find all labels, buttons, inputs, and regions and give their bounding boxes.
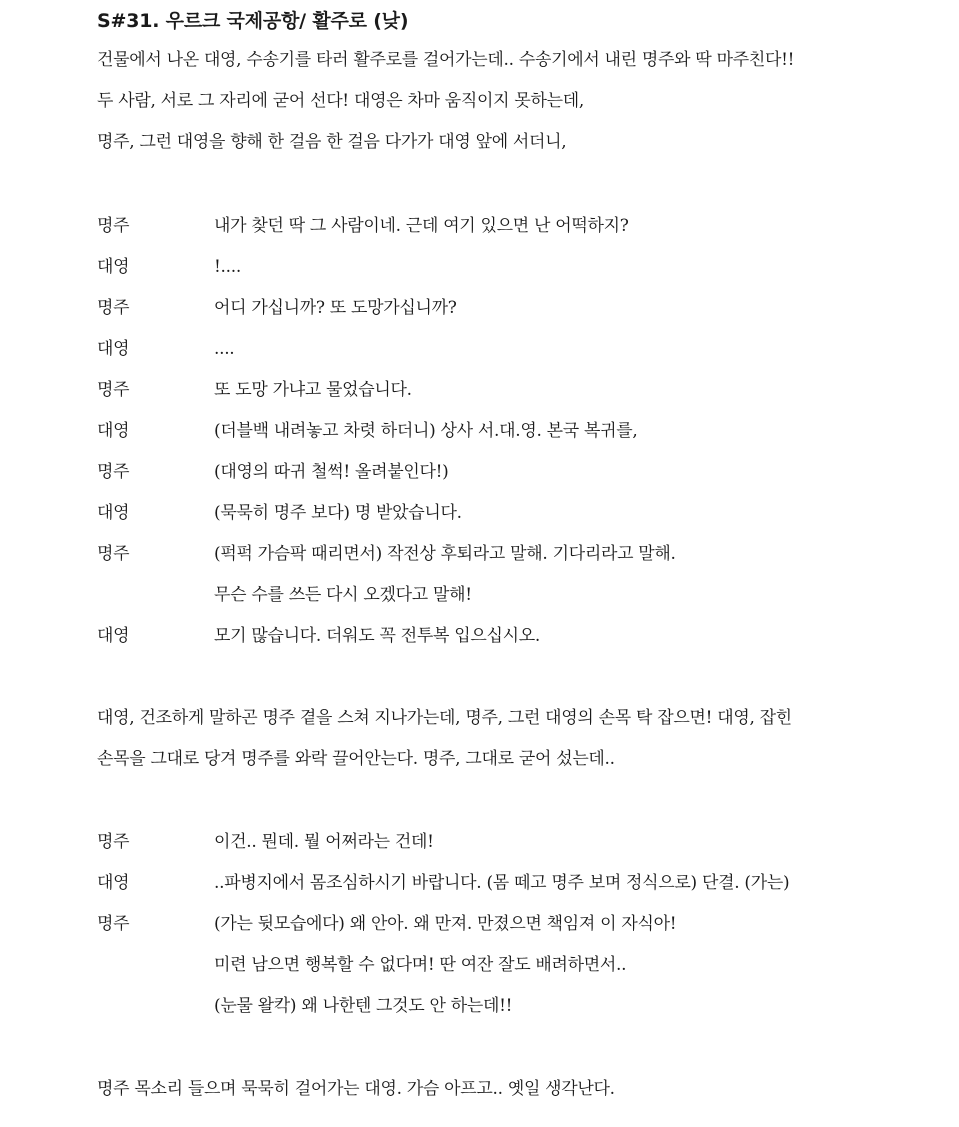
dialogue-row bbox=[97, 370, 927, 411]
dialogue-row bbox=[97, 863, 927, 904]
dialogue-row bbox=[97, 247, 927, 288]
speaker-name: 명주 bbox=[97, 462, 130, 482]
dialogue-line: ..파병지에서 몸조심하시기 바랍니다. (몸 떼고 명주 보며 정식으로) 단결. (가는) bbox=[214, 873, 790, 893]
dialogue-line: (묵묵히 명주 보다) 명 받았습니다. bbox=[214, 503, 462, 523]
dialogue-row bbox=[97, 822, 927, 863]
dialogue-line: 또 도망 가냐고 물었습니다. bbox=[214, 380, 412, 400]
dialogue-row bbox=[97, 534, 927, 575]
dialogue-line: (가는 뒷모습에다) 왜 안아. 왜 만져. 만졌으면 책임져 이 자식아! bbox=[214, 914, 677, 934]
speaker-name: 대영 bbox=[97, 626, 130, 646]
dialogue-line: 무슨 수를 쓰든 다시 오겠다고 말해! bbox=[214, 585, 472, 605]
speaker-name: 대영 bbox=[97, 421, 130, 441]
dialogue-line: (대영의 따귀 철썩! 올려붙인다!) bbox=[214, 462, 449, 482]
dialogue-block-2 bbox=[97, 822, 927, 1027]
dialogue-row bbox=[97, 411, 927, 452]
dialogue-line: 내가 찾던 딱 그 사람이네. 근데 여기 있으면 난 어떡하지? bbox=[214, 216, 629, 236]
speaker-name: 명주 bbox=[97, 216, 130, 236]
speaker-name bbox=[97, 575, 214, 616]
dialogue-row bbox=[97, 945, 927, 986]
speaker-name: 대영 bbox=[97, 339, 130, 359]
dialogue-row bbox=[97, 493, 927, 534]
action-paragraph-1 bbox=[97, 40, 794, 163]
dialogue-block-1 bbox=[97, 206, 927, 657]
dialogue-row bbox=[97, 329, 927, 370]
speaker-name: 대영 bbox=[97, 257, 130, 277]
dialogue-line: 이건.. 뭔데. 뭘 어쩌라는 건데! bbox=[214, 832, 434, 852]
speaker-name: 명주 bbox=[97, 298, 130, 318]
action-line: 손목을 그대로 당겨 명주를 와락 끌어안는다. 명주, 그대로 굳어 섰는데.. bbox=[97, 749, 615, 769]
action-line: 대영, 건조하게 말하곤 명주 곁을 스쳐 지나가는데, 명주, 그런 대영의 손목 탁 잡으면! 대영, 잡힌 bbox=[97, 708, 792, 728]
speaker-name bbox=[97, 945, 214, 986]
speaker-name: 대영 bbox=[97, 503, 130, 523]
dialogue-row bbox=[97, 904, 927, 945]
dialogue-row bbox=[97, 616, 927, 657]
dialogue-line: 어디 가십니까? 또 도망가십니까? bbox=[214, 298, 457, 318]
dialogue-line: !.... bbox=[214, 257, 241, 277]
dialogue-row bbox=[97, 452, 927, 493]
speaker-name: 명주 bbox=[97, 914, 130, 934]
speaker-name bbox=[97, 986, 214, 1027]
dialogue-line: 모기 많습니다. 더워도 꼭 전투복 입으십시오. bbox=[214, 626, 540, 646]
speaker-name: 명주 bbox=[97, 380, 130, 400]
dialogue-row bbox=[97, 575, 927, 616]
speaker-name: 명주 bbox=[97, 832, 130, 852]
dialogue-row bbox=[97, 288, 927, 329]
scene-heading: S#31. 우르크 국제공항/ 활주로 (낮) bbox=[97, 10, 409, 32]
action-line: 건물에서 나온 대영, 수송기를 타러 활주로를 걸어가는데.. 수송기에서 내린 명주와 딱 마주친다!! bbox=[97, 50, 795, 70]
action-line: 명주 목소리 들으며 묵묵히 걸어가는 대영. 가슴 아프고.. 옛일 생각난다. bbox=[97, 1079, 615, 1099]
dialogue-row bbox=[97, 206, 927, 247]
dialogue-line: (눈물 왈칵) 왜 나한텐 그것도 안 하는데!! bbox=[214, 996, 513, 1016]
action-line: 명주, 그런 대영을 향해 한 걸음 한 걸음 다가가 대영 앞에 서더니, bbox=[97, 132, 567, 152]
dialogue-row bbox=[97, 986, 927, 1027]
action-paragraph-2 bbox=[97, 698, 792, 780]
dialogue-line: 미련 남으면 행복할 수 없다며! 딴 여잔 잘도 배려하면서.. bbox=[214, 955, 627, 975]
speaker-name: 명주 bbox=[97, 544, 130, 564]
dialogue-line: (더블백 내려놓고 차렷 하더니) 상사 서.대.영. 본국 복귀를, bbox=[214, 421, 638, 441]
speaker-name: 대영 bbox=[97, 873, 130, 893]
action-line: 두 사람, 서로 그 자리에 굳어 선다! 대영은 차마 움직이지 못하는데, bbox=[97, 91, 584, 111]
dialogue-line: (퍽퍽 가슴팍 때리면서) 작전상 후퇴라고 말해. 기다리라고 말해. bbox=[214, 544, 676, 564]
dialogue-line: .... bbox=[214, 339, 235, 359]
action-paragraph-3 bbox=[97, 1069, 615, 1110]
